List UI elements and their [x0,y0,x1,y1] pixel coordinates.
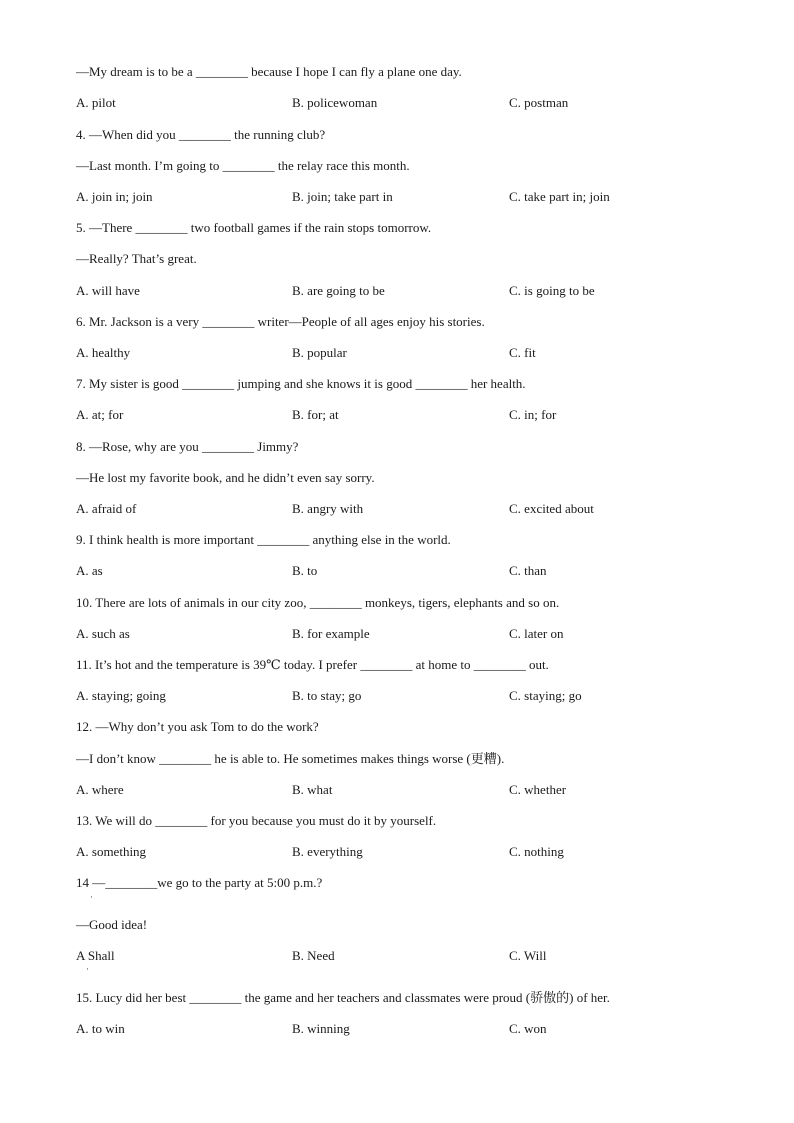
question-stem: 15. Lucy did her best ________ the game and her teachers and classmates were proud (骄傲的) of her. [76,990,610,1005]
option-c: C. whether [509,782,567,797]
option-b: B. angry with [292,501,364,516]
question-stem: —Really? That’s great. [76,251,197,266]
question-stem: 4. —When did you ________ the running club? [76,127,326,142]
option-b: B. winning [292,1021,350,1036]
option-b: B. join; take part in [292,189,393,204]
option-c: C. nothing [509,844,564,859]
option-b: B. for example [292,626,370,641]
option-b: B. what [292,782,333,797]
question-stem: 13. We will do ________ for you because you must do it by yourself. [76,813,437,828]
question-stem: —I don’t know ________ he is able to. He sometimes makes things worse (更糟). [76,751,505,766]
question-stem: —Last month. I’m going to ________ the relay race this month. [76,158,410,173]
option-c: C. take part in; join [509,189,610,204]
option-a: A. as [76,563,103,578]
option-a: A. staying; going [76,688,166,703]
question-stem: —He lost my favorite book, and he didn’t even say sorry. [76,470,375,485]
option-b: B. to [292,563,318,578]
option-b: B. for; at [292,407,339,422]
option-c: C. than [509,563,547,578]
question-stem: 7. My sister is good ________ jumping and she knows it is good ________ her health. [76,376,526,391]
question-stem: —Good idea! [76,917,148,932]
question-stem: 10. There are lots of animals in our city zoo, ________ monkeys, tigers, elephants and so on. [76,595,560,610]
question-stem: 11. It’s hot and the temperature is 39℃ today. I prefer ________ at home to ________ out. [76,657,549,672]
option-c: C. Will [509,948,547,963]
option-b: B. popular [292,345,347,360]
question-stem: —My dream is to be a ________ because I hope I can fly a plane one day. [76,64,462,79]
option-c: C. postman [509,95,569,110]
option-c: C. in; for [509,407,557,422]
option-a: A. something [76,844,147,859]
option-c: C. fit [509,345,536,360]
stray-dot-mark: · [86,964,89,974]
option-c: C. excited about [509,501,594,516]
option-a: A. afraid of [76,501,137,516]
option-a: A. to win [76,1021,125,1036]
option-a: A. will have [76,283,140,298]
question-stem: 6. Mr. Jackson is a very ________ writer—People of all ages enjoy his stories. [76,314,485,329]
option-b: B. are going to be [292,283,385,298]
question-stem: 8. —Rose, why are you ________ Jimmy? [76,439,299,454]
question-stem: 14 —________we go to the party at 5:00 p.m.? [76,875,323,890]
option-c: C. is going to be [509,283,595,298]
option-a: A. healthy [76,345,131,360]
option-a: A Shall [76,948,115,963]
option-b: B. everything [292,844,363,859]
option-a: A. at; for [76,407,124,422]
option-b: B. Need [292,948,335,963]
question-stem: 9. I think health is more important ________ anything else in the world. [76,532,451,547]
option-c: C. later on [509,626,564,641]
option-b: B. policewoman [292,95,378,110]
question-stem: 12. —Why don’t you ask Tom to do the work? [76,719,319,734]
option-a: A. such as [76,626,130,641]
option-a: A. join in; join [76,189,153,204]
option-a: A. where [76,782,124,797]
option-a: A. pilot [76,95,116,110]
option-c: C. staying; go [509,688,582,703]
stray-dot-mark: · [90,892,93,902]
option-b: B. to stay; go [292,688,362,703]
option-c: C. won [509,1021,547,1036]
question-stem: 5. —There ________ two football games if the rain stops tomorrow. [76,220,432,235]
